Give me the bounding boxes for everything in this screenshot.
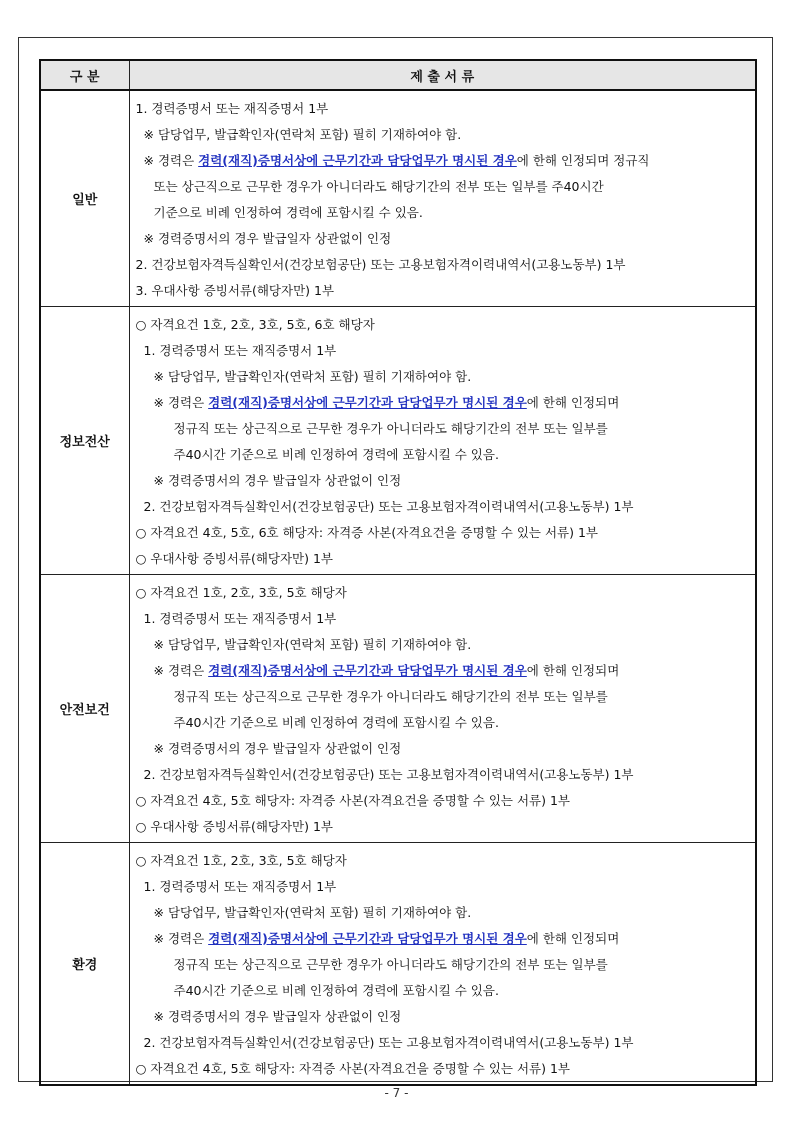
document-line: 주40시간 기준으로 비례 인정하여 경력에 포함시킬 수 있음. [173,715,499,730]
document-line: 또는 상근직으로 근무한 경우가 아니더라도 해당기간의 전부 또는 일부를 주40시간 [153,179,604,194]
line-text-pre: ※ 경력은 [153,663,209,678]
document-line: ○ 자격요건 4호, 5호 해당자: 자격증 사본(자격요건을 증명할 수 있는 서류) 1부 [135,1061,571,1076]
document-line: ※ 경력증명서의 경우 발급일자 상관없이 인정 [143,231,392,246]
document-line: ○ 자격요건 4호, 5호 해당자: 자격증 사본(자격요건을 증명할 수 있는 서류) 1부 [135,793,571,808]
document-line [136,926,750,952]
section-row [40,307,756,575]
document-line: ○ 우대사항 증빙서류(해당자만) 1부 [135,819,334,834]
section-row [40,843,756,1086]
highlighted-condition: 경력(재직)증명서상에 근무기간과 담당업무가 명시된 경우 [198,153,517,168]
document-line: 주40시간 기준으로 비례 인정하여 경력에 포함시킬 수 있음. [173,983,499,998]
document-line [136,390,750,416]
document-line: 2. 건강보험자격득실확인서(건강보험공단) 또는 고용보험자격이력내역서(고용노동부) 1부 [143,1035,634,1050]
page-number: - 7 - [384,1086,409,1100]
document-line: 정규직 또는 상근직으로 근무한 경우가 아니더라도 해당기간의 전부 또는 일부를 [173,689,608,704]
document-line: 주40시간 기준으로 비례 인정하여 경력에 포함시킬 수 있음. [173,447,499,462]
line-text-pre: ※ 경력은 [153,395,209,410]
section-row [40,575,756,843]
document-line: ※ 경력증명서의 경우 발급일자 상관없이 인정 [153,1009,402,1024]
line-text-post: 에 한해 인정되며 정규직 [516,153,650,168]
documents-table [39,59,757,1086]
document-line: ※ 담당업무, 발급확인자(연락처 포함) 필히 기재하여야 함. [153,905,472,920]
line-text-pre: ※ 경력은 [153,931,209,946]
header-documents: 제 출 서 류 [129,60,756,90]
section-category: 정보전산 [40,307,129,575]
document-line: 2. 건강보험자격득실확인서(건강보험공단) 또는 고용보험자격이력내역서(고용노동부) 1부 [143,499,634,514]
document-line: 2. 건강보험자격득실확인서(건강보험공단) 또는 고용보험자격이력내역서(고용노동부) 1부 [143,767,634,782]
line-text-post: 에 한해 인정되며 [526,931,620,946]
document-line: ○ 우대사항 증빙서류(해당자만) 1부 [135,551,334,566]
section-documents [129,843,756,1086]
section-documents [129,307,756,575]
document-line: ※ 담당업무, 발급확인자(연락처 포함) 필히 기재하여야 함. [153,369,472,384]
document-line: 1. 경력증명서 또는 재직증명서 1부 [143,879,337,894]
section-documents [129,575,756,843]
document-line: 1. 경력증명서 또는 재직증명서 1부 [135,101,329,116]
section-category: 안전보건 [40,575,129,843]
section-category: 환경 [40,843,129,1086]
document-line [136,658,750,684]
document-line [136,148,750,174]
document-line: ※ 담당업무, 발급확인자(연락처 포함) 필히 기재하여야 함. [153,637,472,652]
document-line: 2. 건강보험자격득실확인서(건강보험공단) 또는 고용보험자격이력내역서(고용노동부) 1부 [135,257,626,272]
document-line: ○ 자격요건 1호, 2호, 3호, 5호 해당자 [135,585,347,600]
document-line: ○ 자격요건 1호, 2호, 3호, 5호, 6호 해당자 [135,317,375,332]
section-row [40,90,756,307]
document-line: 기준으로 비례 인정하여 경력에 포함시킬 수 있음. [153,205,423,220]
section-documents [129,90,756,307]
highlighted-condition: 경력(재직)증명서상에 근무기간과 담당업무가 명시된 경우 [208,395,527,410]
highlighted-condition: 경력(재직)증명서상에 근무기간과 담당업무가 명시된 경우 [208,663,527,678]
document-line: 1. 경력증명서 또는 재직증명서 1부 [143,611,337,626]
document-line: 정규직 또는 상근직으로 근무한 경우가 아니더라도 해당기간의 전부 또는 일부를 [173,421,608,436]
line-text-post: 에 한해 인정되며 [526,663,620,678]
document-line: ※ 경력증명서의 경우 발급일자 상관없이 인정 [153,473,402,488]
highlighted-condition: 경력(재직)증명서상에 근무기간과 담당업무가 명시된 경우 [208,931,527,946]
line-text-post: 에 한해 인정되며 [526,395,620,410]
document-line: ※ 경력증명서의 경우 발급일자 상관없이 인정 [153,741,402,756]
document-line: ○ 자격요건 1호, 2호, 3호, 5호 해당자 [135,853,347,868]
line-text-pre: ※ 경력은 [143,153,199,168]
document-line: ※ 담당업무, 발급확인자(연락처 포함) 필히 기재하여야 함. [143,127,462,142]
document-line: ○ 자격요건 4호, 5호, 6호 해당자: 자격증 사본(자격요건을 증명할 수 있는 서류) 1부 [135,525,598,540]
header-category: 구 분 [40,60,129,90]
document-line: 정규직 또는 상근직으로 근무한 경우가 아니더라도 해당기간의 전부 또는 일부를 [173,957,608,972]
document-line: 3. 우대사항 증빙서류(해당자만) 1부 [135,283,335,298]
document-line: 1. 경력증명서 또는 재직증명서 1부 [143,343,337,358]
section-category: 일반 [40,90,129,307]
table-header-row [40,60,756,90]
